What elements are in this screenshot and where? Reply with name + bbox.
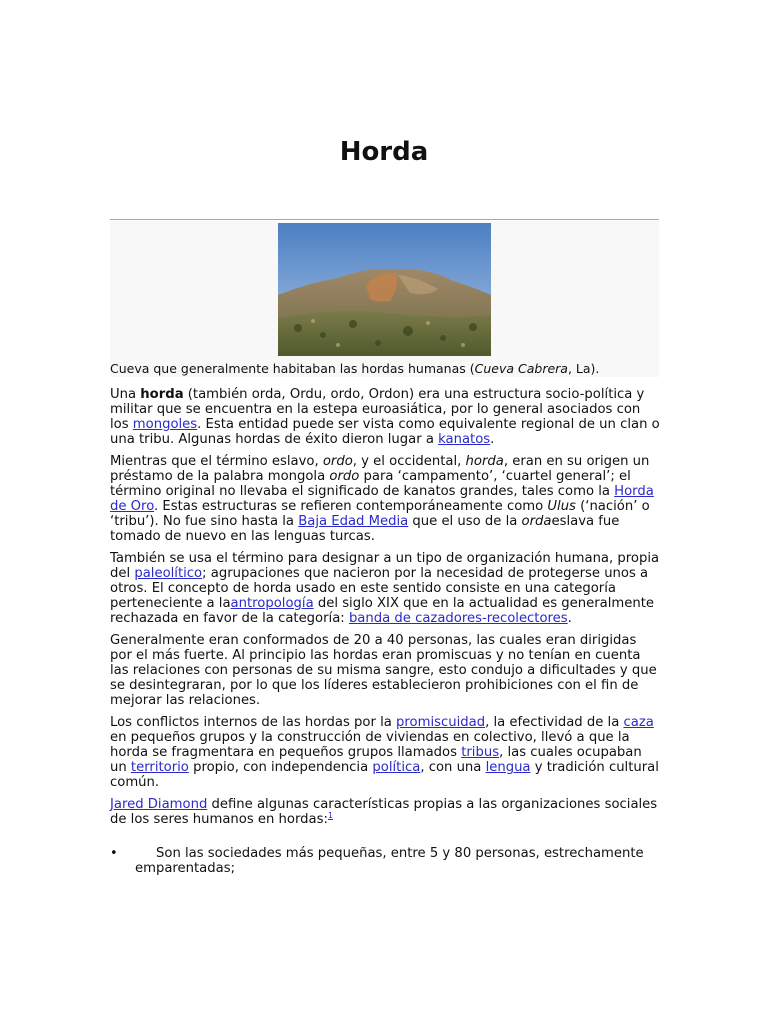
link-politica[interactable]: política: [372, 760, 421, 775]
divider: [110, 219, 659, 220]
paragraph-conflicts: Los conflictos internos de las hordas por la promiscuidad, la efectividad de la caza en pequeños grupos y la construcción de viviendas en colectivo, llevó a que la horda se fragmentara en pequeños grupos llamados tribus, las cuales ocupaban un territorio propio, con independencia política, con una lengua y tradición cultural común.: [110, 715, 659, 790]
link-jared-diamond[interactable]: Jared Diamond: [110, 797, 208, 812]
paragraph-composition: Generalmente eran conformados de 20 a 40 personas, las cuales eran dirigidas por el más fuerte. Al principio las hordas eran promiscuas y no tenían en cuenta las relaciones con personas de su misma sangre, esto condujo a dificultades y que se desintegraran, por lo que los líderes establecieron prohibiciones con el fin de mejorar las relaciones.: [110, 633, 657, 708]
figure: [110, 221, 659, 377]
paragraph-intro: Una horda (también orda, Ordu, ordo, Ordon) era una estructura socio-política y militar que se encuentra en la estepa euroasiática, por lo general asociados con los mongoles. Esta entidad puede ser vista como equivalente regional de un clan o una tribu. Algunas hordas de éxito dieron lugar a kanatos.: [110, 387, 660, 447]
page-title: Horda: [339, 137, 429, 168]
link-caza[interactable]: caza: [623, 715, 654, 730]
link-mongoles[interactable]: mongoles: [132, 417, 198, 432]
paragraph-etymology: Mientras que el término eslavo, ordo, y el occidental, horda, eran en su origen un préstamo de la palabra mongola ordo para ‘campamento’, ‘cuartel general’; el término original no llevaba el significado de kanatos grandes, tales como la Horda de Oro. Estas estructuras se refieren contemporáneamente como Ulus (‘nación’ o ‘tribu’). No fue sino hasta la Baja Edad Media que el uso de la ordaeslava fue tomado de nuevo en las lenguas turcas.: [110, 454, 654, 544]
cave-hill-photo: [278, 223, 491, 356]
link-baja-edad-media[interactable]: Baja Edad Media: [298, 514, 409, 529]
link-paleolitico[interactable]: paleolítico: [134, 566, 203, 581]
figure-caption: Cueva que generalmente habitaban las hordas humanas (Cueva Cabrera, La).: [110, 361, 600, 376]
link-kanatos[interactable]: kanatos: [438, 432, 491, 447]
bullet-marker: •: [110, 846, 118, 861]
link-tribus[interactable]: tribus: [461, 745, 500, 760]
link-lengua[interactable]: lengua: [485, 760, 531, 775]
list-item-text: Son las sociedades más pequeñas, entre 5 y 80 personas, estrechamente emparentadas;: [135, 846, 644, 876]
link-territorio[interactable]: territorio: [130, 760, 189, 775]
link-antropologia[interactable]: antropología: [230, 596, 314, 611]
link-promiscuidad[interactable]: promiscuidad: [396, 715, 486, 730]
paragraph-anthropology: También se usa el término para designar a un tipo de organización humana, propia del paleolítico; agrupaciones que nacieron por la necesidad de protegerse unos a otros. El concepto de horda usado en este sentido consiste en una categoría perteneciente a laantropología del siglo XIX que en la actualidad es generalmente rechazada en favor de la categoría: banda de cazadores-recolectores.: [110, 551, 660, 626]
list-item: [110, 846, 661, 876]
footnote-ref[interactable]: 1: [327, 811, 334, 820]
paragraph-diamond: Jared Diamond define algunas características propias a las organizaciones sociales de los seres humanos en hordas:$^1$: [110, 797, 658, 827]
article-body: [110, 387, 661, 876]
link-horda-de-oro[interactable]: Horda de Oro: [110, 484, 654, 514]
link-banda-de-cazadores-recolectores[interactable]: banda de cazadores-recolectores: [348, 611, 568, 626]
